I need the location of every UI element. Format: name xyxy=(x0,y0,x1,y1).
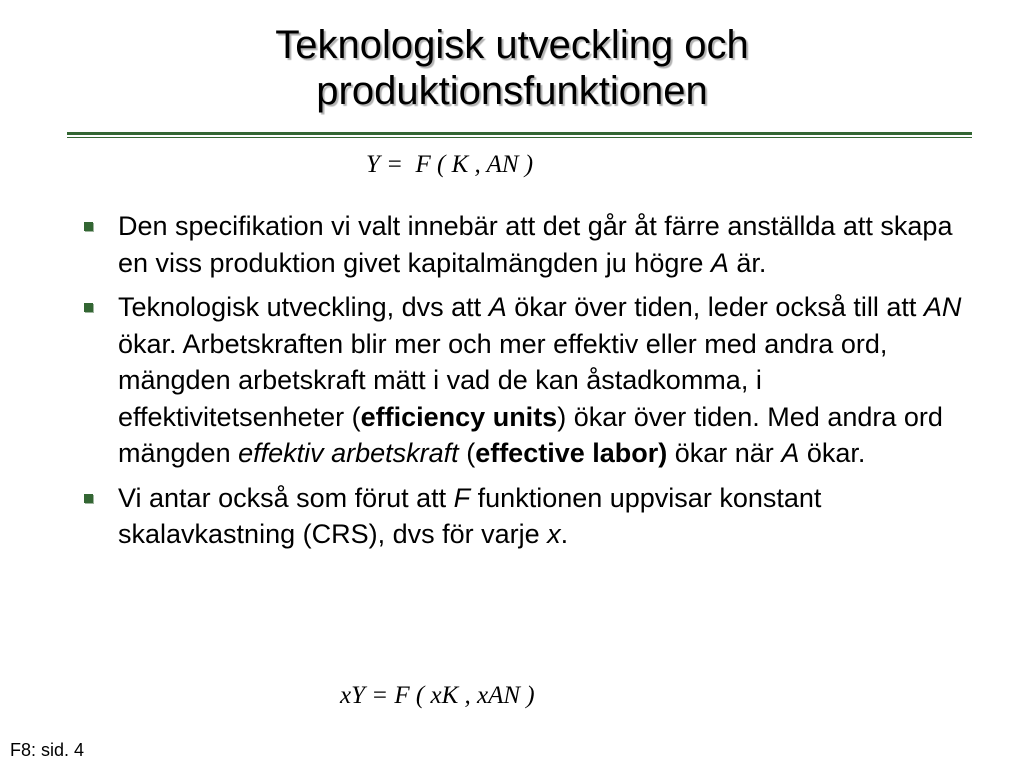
bullet-text-segment: ökar över tiden, leder också till att xyxy=(506,292,924,322)
bullet-text-segment: ) ökar över tiden. Med andra ord mängden xyxy=(118,401,943,468)
bullet-text-segment: A xyxy=(710,247,729,278)
production-function-equation: Y = F ( K , AN ) xyxy=(366,151,534,178)
bullet-text-segment: Den specifikation vi valt innebär att det går åt färre anställda att skapa en viss produktion givet kapitalmängden ju högre xyxy=(118,211,953,278)
bullet-text-segment: ökar. Arbetskraften blir mer och mer effektiv eller med andra ord, mängden arbetskraft mätt i vad de kan åstadkomma, i effektivitetsenheter ( xyxy=(118,328,888,432)
bullet-text-segment: x xyxy=(547,519,561,549)
bullet-text-segment: Vi antar också som förut att xyxy=(118,482,454,513)
slide-title xyxy=(0,22,1024,114)
slide-title-line-2: produktionsfunktionen xyxy=(316,69,708,113)
bullet-text-segment: Teknologisk utveckling, dvs att xyxy=(118,292,489,322)
square-bullet-icon xyxy=(84,303,93,312)
bullet-text-segment: A xyxy=(781,438,800,468)
bullet-item xyxy=(82,289,962,472)
bullet-text-segment: effective labor) xyxy=(475,438,668,468)
bullet-text-segment: ( xyxy=(458,438,476,468)
bullet-text-segment: . xyxy=(560,519,569,549)
bullet-text xyxy=(118,208,962,281)
square-bullet-icon xyxy=(84,222,93,231)
bullet-item xyxy=(82,208,962,281)
bullet-text-segment: funktionen uppvisar konstant skalavkastning (CRS), dvs för varje xyxy=(118,482,822,549)
bullet-text-segment: AN xyxy=(923,292,962,322)
bullet-text-segment: A xyxy=(488,292,507,322)
bullet-text-segment: effektiv arbetskraft xyxy=(238,438,459,468)
square-bullet-icon xyxy=(84,494,93,503)
bullet-text-segment: ökar. xyxy=(799,438,866,468)
title-divider-thick xyxy=(67,132,972,135)
slide-footer: F8: sid. 4 xyxy=(10,740,85,760)
bullet-text xyxy=(118,289,962,472)
crs-equation: xY = F ( xK , xAN ) xyxy=(340,682,535,709)
bullet-text-segment: F xyxy=(453,482,471,513)
bullet-text-segment: är. xyxy=(728,247,767,278)
bullet-item xyxy=(82,480,962,553)
bullet-list xyxy=(82,208,962,561)
bullet-text-segment: ökar när xyxy=(667,438,782,468)
bullet-text-segment: efficiency units xyxy=(360,401,558,432)
slide-title-line-1: Teknologisk utveckling och xyxy=(275,23,749,67)
title-divider-thin xyxy=(67,137,972,138)
bullet-text xyxy=(118,480,962,553)
